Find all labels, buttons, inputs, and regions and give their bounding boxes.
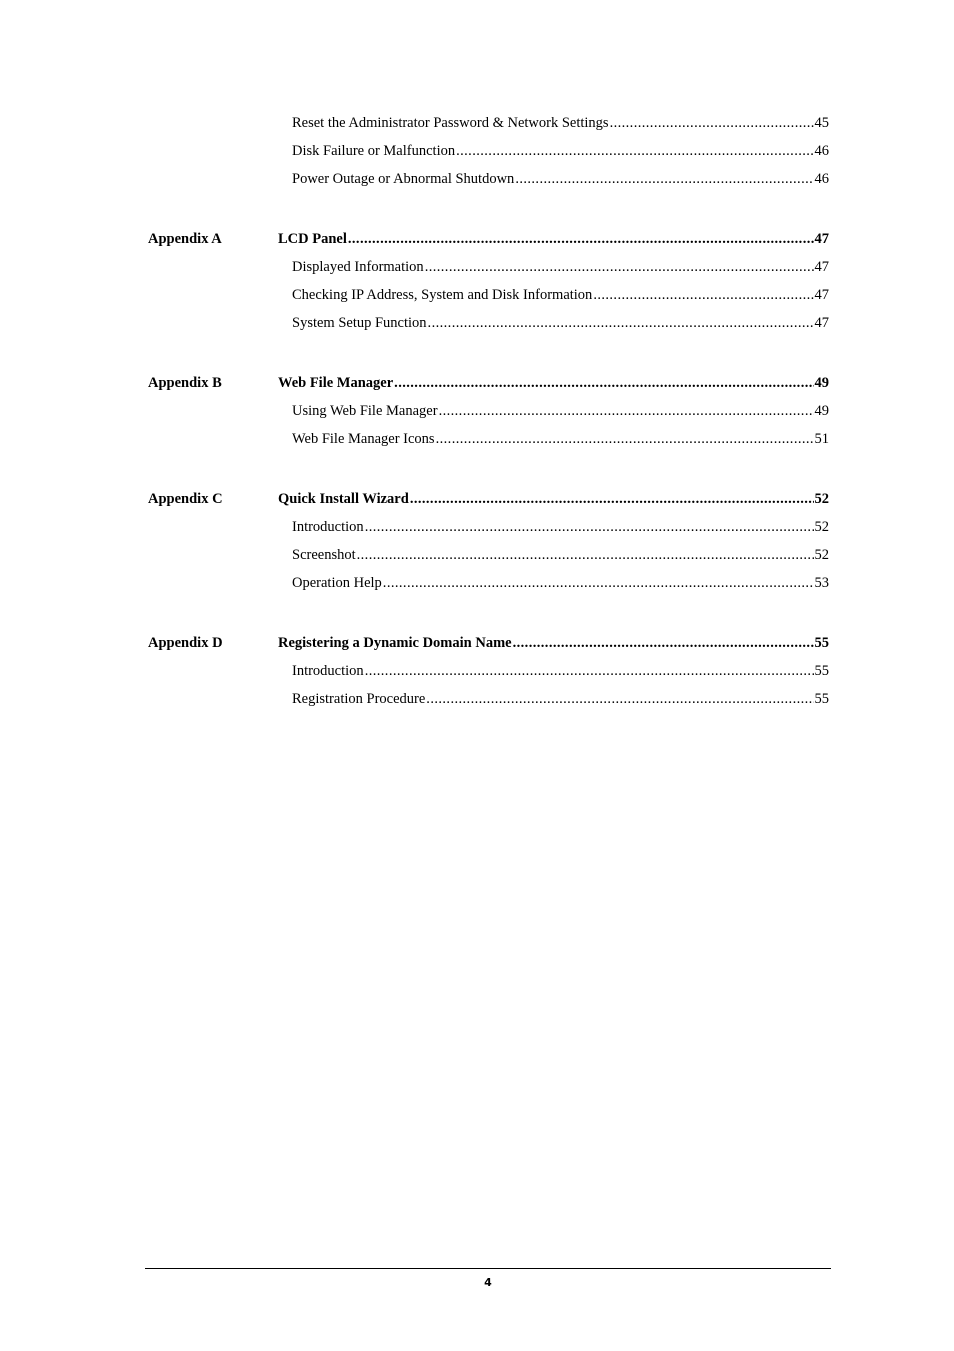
toc-entry-title: Screenshot [292,547,356,563]
dot-leader [428,315,814,332]
toc-chapter-entry[interactable] [278,231,829,251]
appendix-label: Appendix D [148,635,223,651]
toc-entry-page: 47 [814,259,829,275]
dot-leader [515,171,813,188]
toc-entry-title: Reset the Administrator Password & Network Settings [292,115,609,131]
toc-entry-page: 47 [814,315,829,331]
dot-leader [456,143,813,160]
dot-leader [593,287,813,304]
appendix-label: Appendix B [148,375,222,391]
page-number: 4 [484,1276,492,1289]
toc-entry-title: Checking IP Address, System and Disk Information [292,287,593,303]
dot-leader [383,575,814,592]
toc-entry-title: Power Outage or Abnormal Shutdown [292,171,515,187]
appendix-label: Appendix A [148,231,222,247]
toc-entry-page: 55 [814,663,829,679]
toc-entry[interactable] [292,431,829,451]
dot-leader [513,635,814,652]
toc-entry-page: 51 [814,431,829,447]
toc-entry[interactable] [292,547,829,567]
footer-rule [145,1268,831,1269]
toc-entry-page: 47 [814,287,829,303]
toc-entry-title: Disk Failure or Malfunction [292,143,456,159]
toc-entry-page: 45 [814,115,829,131]
toc-entry-page: 46 [814,171,829,187]
toc-chapter-page: 47 [814,231,829,247]
toc-entry-title: Registration Procedure [292,691,426,707]
toc-entry[interactable] [292,663,829,683]
toc-entry[interactable] [292,171,829,191]
toc-entry-page: 49 [814,403,829,419]
dot-leader [357,547,814,564]
dot-leader [410,491,814,508]
toc-entry[interactable] [292,315,829,335]
toc-entry-page: 55 [814,691,829,707]
toc-entry-title: Using Web File Manager [292,403,438,419]
toc-entry[interactable] [292,287,829,307]
toc-chapter-title: LCD Panel [278,231,347,247]
dot-leader [365,663,814,680]
toc-chapter-page: 55 [814,635,829,651]
toc-entry-title: Introduction [292,519,364,535]
dot-leader [425,259,814,276]
toc-entry-title: Displayed Information [292,259,424,275]
toc-entry-page: 52 [814,519,829,535]
dot-leader [436,431,814,448]
toc-entry-title: Introduction [292,663,364,679]
dot-leader [439,403,814,420]
dot-leader [394,375,813,392]
toc-entry-title: System Setup Function [292,315,427,331]
toc-chapter-page: 52 [814,491,829,507]
toc-chapter-title: Web File Manager [278,375,394,391]
dot-leader [426,691,813,708]
dot-leader [365,519,814,536]
toc-entry[interactable] [292,691,829,711]
dot-leader [610,115,814,132]
toc-entry[interactable] [292,519,829,539]
toc-entry[interactable] [292,143,829,163]
toc-entry[interactable] [292,403,829,423]
toc-chapter-entry[interactable] [278,635,829,655]
toc-entry-page: 46 [814,143,829,159]
dot-leader [348,231,814,248]
toc-entry[interactable] [292,115,829,135]
toc-chapter-title: Registering a Dynamic Domain Name [278,635,512,651]
toc-entry-title: Web File Manager Icons [292,431,435,447]
toc-chapter-entry[interactable] [278,375,829,395]
toc-entry[interactable] [292,575,829,595]
appendix-label: Appendix C [148,491,223,507]
toc-entry-title: Operation Help [292,575,382,591]
toc-chapter-page: 49 [814,375,829,391]
toc-entry[interactable] [292,259,829,279]
toc-chapter-entry[interactable] [278,491,829,511]
toc-chapter-title: Quick Install Wizard [278,491,409,507]
toc-entry-page: 52 [814,547,829,563]
toc-entry-page: 53 [814,575,829,591]
